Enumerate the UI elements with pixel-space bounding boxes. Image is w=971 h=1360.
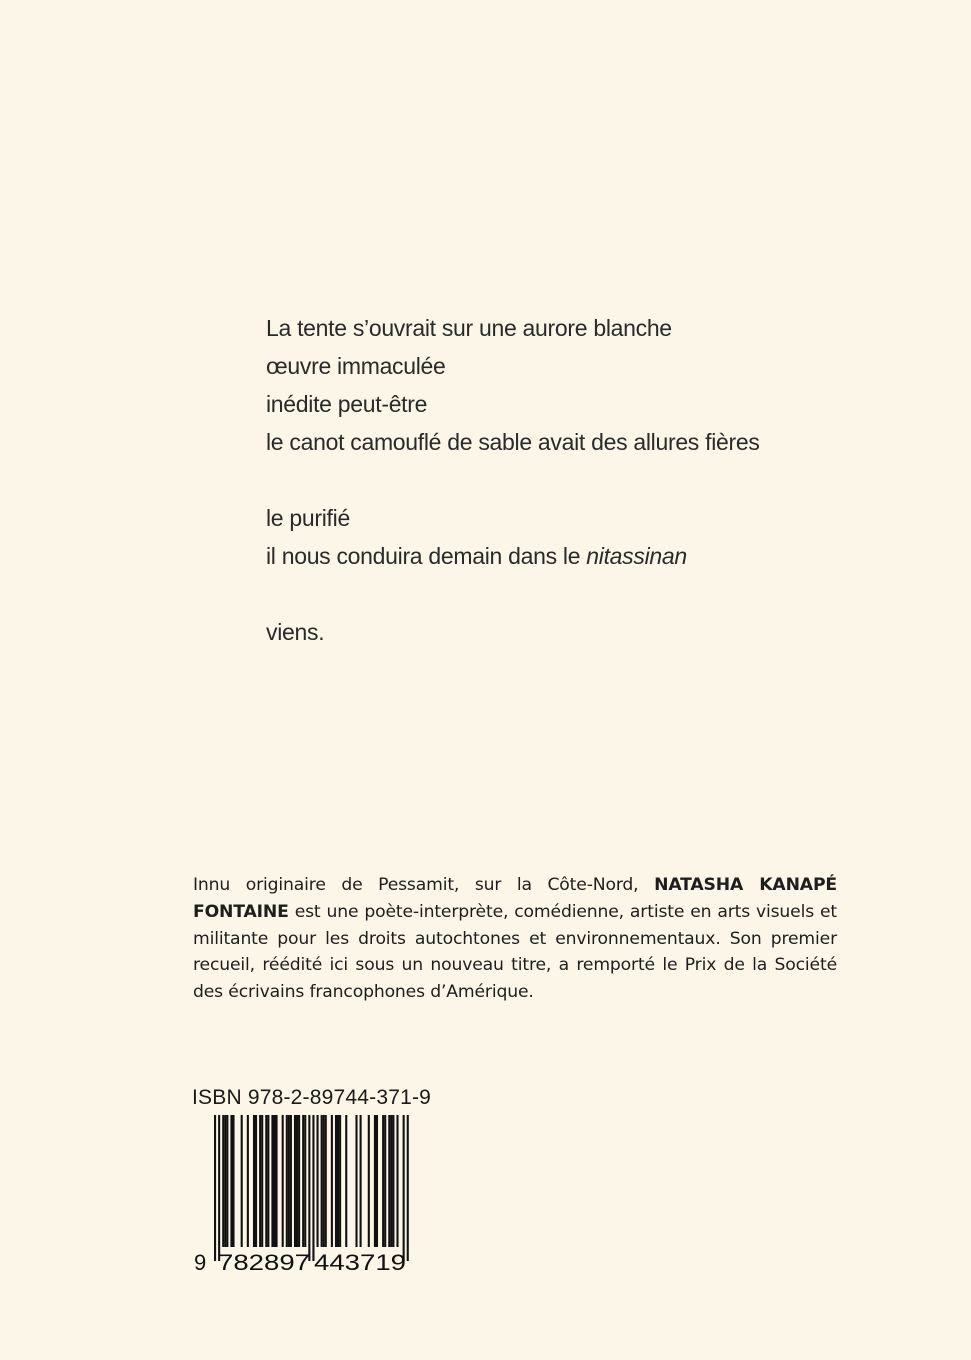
poem-line: viens. <box>266 619 325 645</box>
barcode-bar <box>339 1115 341 1247</box>
stanza-break <box>266 575 826 613</box>
barcode-bar <box>302 1115 304 1247</box>
barcode-bar <box>390 1115 392 1247</box>
barcode-bar <box>232 1115 234 1247</box>
barcode-bars <box>214 1115 409 1261</box>
barcode-bar <box>396 1115 398 1247</box>
barcode-bar <box>241 1115 243 1247</box>
barcode-bar <box>392 1115 394 1247</box>
poem-line: le purifié <box>266 505 350 531</box>
barcode-left-digits: 782897 <box>218 1250 310 1275</box>
barcode-bar <box>337 1115 339 1247</box>
poem-line-text: il nous conduira demain dans le <box>266 543 587 569</box>
barcode-bar <box>317 1115 319 1247</box>
barcode-bar <box>288 1115 290 1247</box>
author-name: NATASHA KANAPÉ FONTAINE <box>193 875 838 922</box>
barcode <box>192 1115 432 1275</box>
barcode-bar <box>304 1115 306 1247</box>
poem-italic-word: nitassinan <box>586 543 687 569</box>
bio-text: est une poète-interprète, comédienne, artiste en arts visuels et militante pour les droits autochtones et environnementaux. Son premier recueil, réédité ici sous un nouveau titre, a remporté le Prix de la Société des écrivains francophones d’Amérique. <box>193 901 837 1003</box>
barcode-bar <box>259 1115 261 1247</box>
barcode-bar <box>325 1115 327 1247</box>
isbn-block <box>192 1085 432 1275</box>
barcode-bar <box>308 1115 310 1261</box>
poem <box>266 309 826 651</box>
barcode-bar <box>403 1115 405 1261</box>
barcode-right-digits: 443719 <box>314 1250 406 1275</box>
barcode-bar <box>345 1115 347 1247</box>
barcode-bar <box>290 1115 292 1247</box>
barcode-bar <box>255 1115 257 1247</box>
barcode-bar <box>388 1115 390 1247</box>
poem-line: La tente s’ouvrait sur une aurore blanche <box>266 315 672 341</box>
bio-intro: Innu originaire de Pessamit, sur la Côte-Nord, <box>193 875 655 895</box>
barcode-bar <box>312 1115 314 1261</box>
barcode-bar <box>298 1115 300 1247</box>
barcode-bar <box>321 1115 323 1247</box>
barcode-bar <box>230 1115 232 1247</box>
stanza-break <box>266 461 826 499</box>
barcode-bar <box>218 1115 220 1261</box>
author-bio <box>193 872 837 1006</box>
barcode-bar <box>282 1115 284 1247</box>
barcode-bar <box>267 1115 269 1247</box>
poem-line: inédite peut-être <box>266 391 428 417</box>
barcode-bar <box>374 1115 376 1247</box>
barcode-bar <box>253 1115 255 1247</box>
barcode-bar <box>331 1115 333 1247</box>
isbn-label: ISBN 978-2-89744-371-9 <box>192 1086 432 1109</box>
barcode-bar <box>296 1115 298 1247</box>
barcode-bar <box>247 1115 249 1247</box>
barcode-bar <box>276 1115 278 1247</box>
barcode-bar <box>368 1115 370 1247</box>
barcode-bar <box>224 1115 226 1247</box>
barcode-bar <box>376 1115 378 1247</box>
barcode-bar <box>265 1115 267 1247</box>
barcode-bar <box>335 1115 337 1247</box>
barcode-bar <box>382 1115 384 1247</box>
barcode-first-digit: 9 <box>194 1250 207 1275</box>
barcode-bar <box>294 1115 296 1247</box>
barcode-bar <box>355 1115 357 1247</box>
barcode-bar <box>261 1115 263 1247</box>
barcode-bar <box>273 1115 275 1247</box>
poem-line: œuvre immaculée <box>266 353 446 379</box>
barcode-bar <box>271 1115 273 1247</box>
barcode-bar <box>407 1115 409 1261</box>
barcode-bar <box>222 1115 224 1247</box>
barcode-bar <box>214 1115 216 1261</box>
barcode-bar <box>360 1115 362 1247</box>
barcode-bar <box>226 1115 228 1247</box>
barcode-bar <box>323 1115 325 1247</box>
barcode-bar <box>384 1115 386 1247</box>
poem-line: le canot camouflé de sable avait des allures fières <box>266 429 760 455</box>
barcode-bar <box>286 1115 288 1247</box>
poem-line-with-italic <box>266 537 826 575</box>
